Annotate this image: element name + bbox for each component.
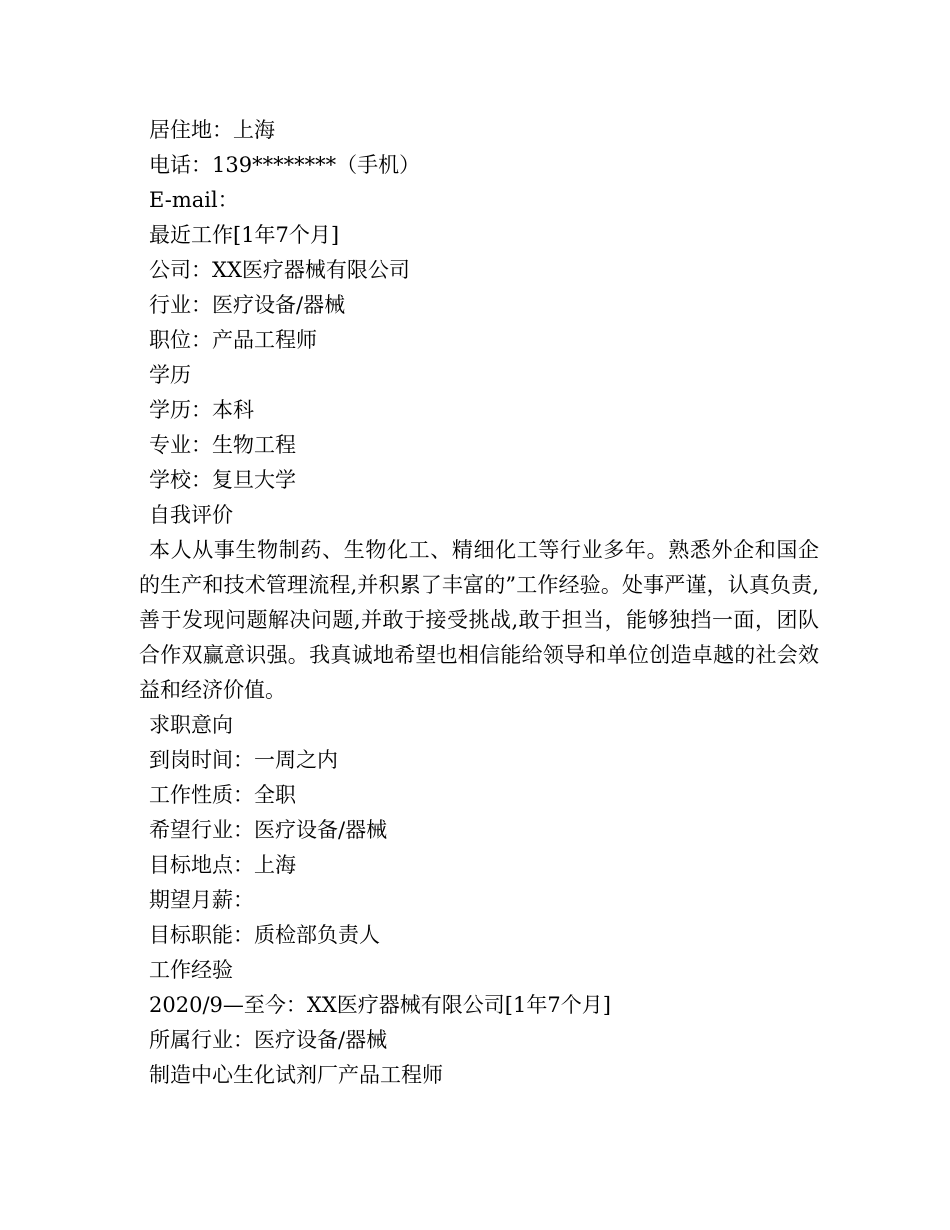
education-heading: 学历: [149, 363, 191, 387]
experience-period-line: 2020/9—至今：XX医疗器械有限公司[1年7个月]: [149, 993, 611, 1017]
degree-line: 学历：本科: [149, 398, 254, 422]
residence-line: 居住地：上海: [149, 118, 275, 142]
job-intent-heading: 求职意向: [149, 713, 233, 737]
target-location-line: 目标地点：上海: [149, 853, 296, 877]
industry-line: 行业：医疗设备/器械: [149, 293, 346, 317]
company-line: 公司：XX医疗器械有限公司: [149, 258, 410, 282]
experience-role-line: 制造中心生化试剂厂产品工程师: [149, 1063, 443, 1087]
self-evaluation-paragraph: 本人从事生物制药、生物化工、精细化工等行业多年。熟悉外企和国企的生产和技术管理流程,并积累了丰富的”工作经验。处事严谨，认真负责,善于发现问题解决问题,并敢于接受挑战,敢于担当，能够独挡一面，团队合作双赢意识强。我真诚地希望也相信能给领导和单位创造卓越的社会效益和经济价值。: [139, 538, 819, 702]
phone-line: 电话：139********（手机）: [149, 153, 421, 177]
resume-document: [139, 113, 819, 1093]
major-line: 专业：生物工程: [149, 433, 296, 457]
expected-salary-line: 期望月薪：: [149, 888, 254, 912]
school-line: 学校：复旦大学: [149, 468, 296, 492]
recent-work-line: 最近工作[1年7个月]: [149, 223, 340, 247]
work-experience-heading: 工作经验: [149, 958, 233, 982]
desired-industry-line: 希望行业：医疗设备/器械: [149, 818, 388, 842]
experience-industry-line: 所属行业：医疗设备/器械: [149, 1028, 388, 1052]
job-type-line: 工作性质：全职: [149, 783, 296, 807]
email-line: E-mail：: [149, 188, 239, 212]
position-line: 职位：产品工程师: [149, 328, 317, 352]
self-evaluation-heading: 自我评价: [149, 503, 233, 527]
target-role-line: 目标职能：质检部负责人: [149, 923, 380, 947]
arrival-time-line: 到岗时间：一周之内: [149, 748, 338, 772]
